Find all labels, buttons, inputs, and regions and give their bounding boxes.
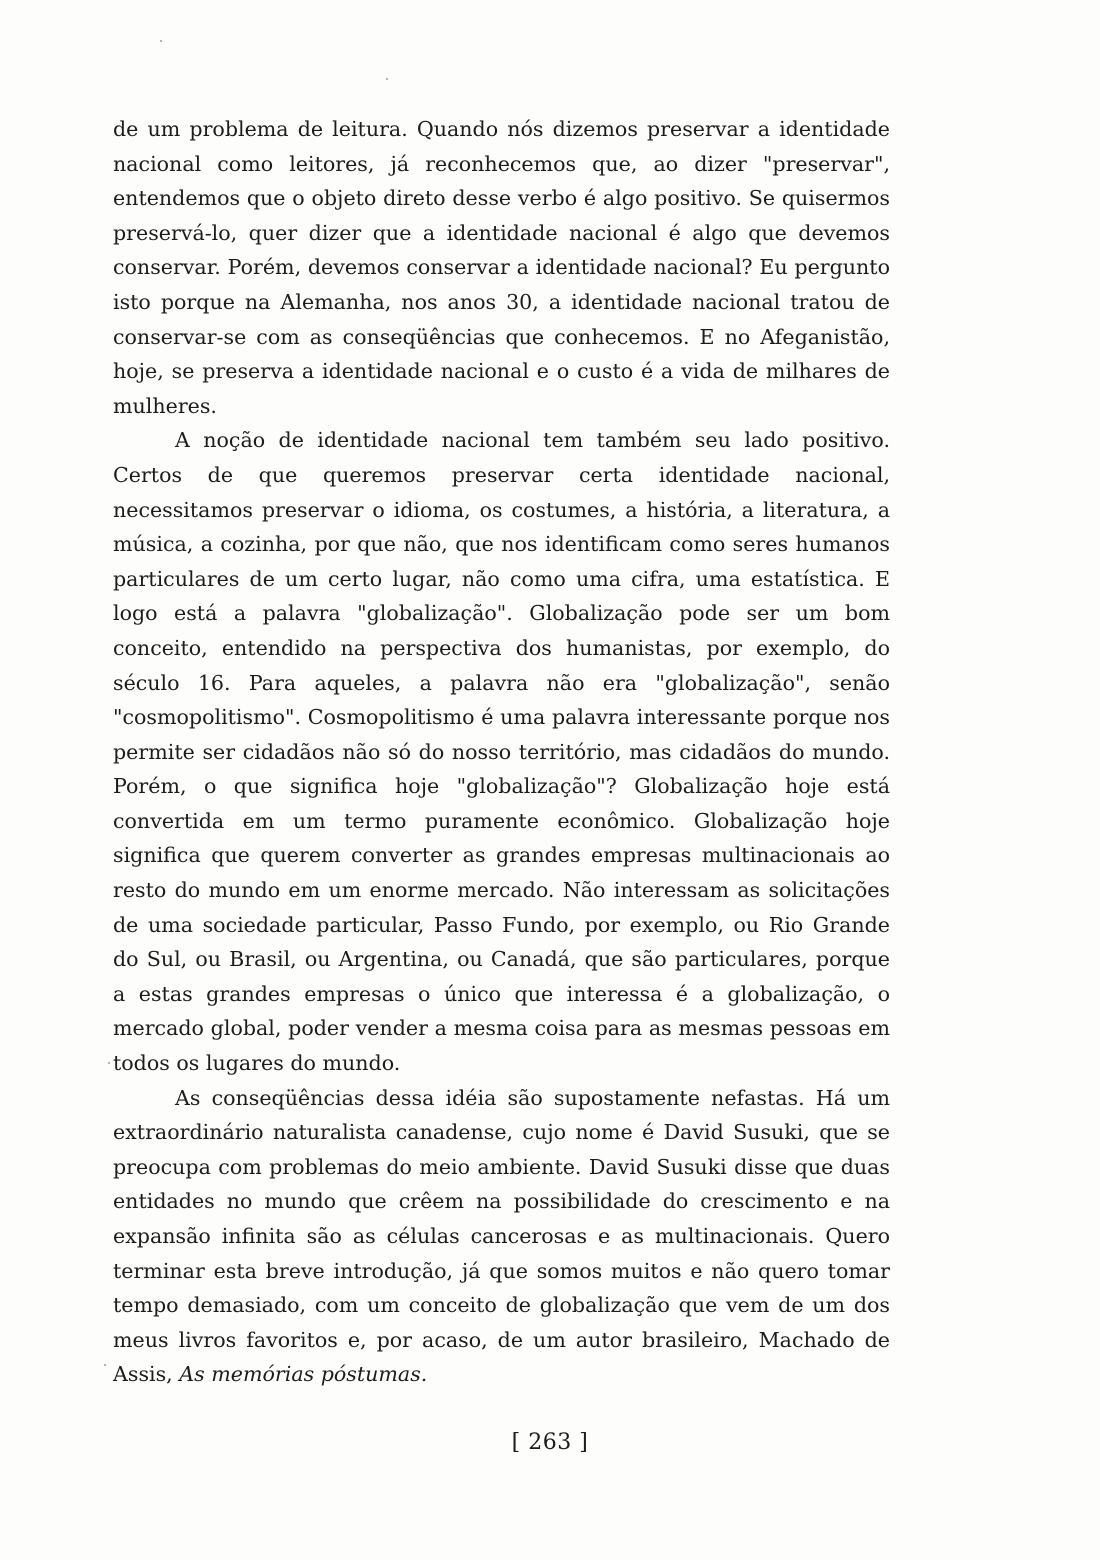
body-text <box>113 112 890 1392</box>
paragraph <box>113 1081 890 1392</box>
scan-speck <box>160 40 162 42</box>
paragraph-text: As conseqüências dessa idéia são supostamente nefastas. Há um extraordinário naturalista canadense, cujo nome é David Susuki, que se preocupa com problemas do meio ambiente. David Susuki disse que duas entidades no mundo que crêem na possibilidade do crescimento e na expansão infinita são as células cancerosas e as multinacionais. Quero terminar esta breve introdução, já que somos muitos e não quero tomar tempo demasiado, com um conceito de globalização que vem de um dos meus livros favoritos e, por acaso, de um autor brasileiro, Machado de Assis, <box>113 1085 890 1387</box>
scan-speck <box>104 1364 106 1366</box>
paragraph: A noção de identidade nacional tem também seu lado positivo. Certos de que queremos preservar certa identidade nacional, necessitamos preservar o idioma, os costumes, a história, a literatura, a música, a cozinha, por que não, que nos identificam como seres humanos particulares de um certo lugar, não como uma cifra, uma estatística. E logo está a palavra "globalização". Globalização pode ser um bom conceito, entendido na perspectiva dos humanistas, por exemplo, do século 16. Para aqueles, a palavra não era "globalização", senão "cosmopolitismo". Cosmopolitismo é uma palavra interessante porque nos permite ser cidadãos não só do nosso território, mas cidadãos do mundo. Porém, o que significa hoje "globalização"? Globalização hoje está convertida em um termo puramente econômico. Globalização hoje significa que querem converter as grandes empresas multinacionais ao resto do mundo em um enorme mercado. Não interessam as solicitações de uma sociedade particular, Passo Fundo, por exemplo, ou Rio Grande do Sul, ou Brasil, ou Argentina, ou Canadá, que são particulares, porque a estas grandes empresas o único que interessa é a globalização, o mercado global, poder vender a mesma coisa para as mesmas pessoas em todos os lugares do mundo. <box>113 428 890 1076</box>
page-number: [ 263 ] <box>511 1430 589 1455</box>
scan-speck <box>108 1062 110 1064</box>
book-title: As memórias póstumas. <box>179 1362 428 1387</box>
paragraph: de um problema de leitura. Quando nós dizemos preservar a identidade nacional como leitores, já reconhecemos que, ao dizer "preservar", entendemos que o objeto direto desse verbo é algo positivo. Se quisermos preservá-lo, quer dizer que a identidade nacional é algo que devemos conservar. Porém, devemos conservar a identidade nacional? Eu pergunto isto porque na Alemanha, nos anos 30, a identidade nacional tratou de conservar-se com as conseqüências que conhecemos. E no Afeganistão, hoje, se preserva a identidade nacional e o custo é a vida de milhares de mulheres. <box>113 117 890 418</box>
scan-speck <box>386 78 388 80</box>
